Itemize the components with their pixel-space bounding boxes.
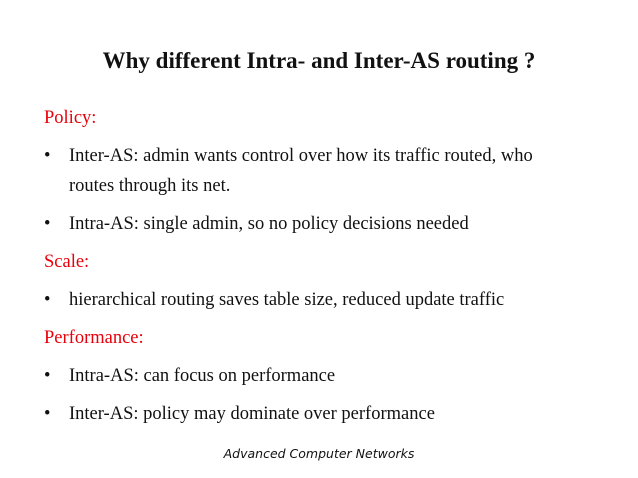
bullet-text: Inter-AS: policy may dominate over performance [69, 404, 435, 424]
slide-footer: Advanced Computer Networks [223, 446, 415, 461]
bullet-dot: • [44, 404, 51, 424]
bullet-item [44, 141, 624, 201]
bullet-item [44, 361, 624, 391]
bullet-text: Inter-AS: admin wants control over how its traffic routed, who routes through its net. [69, 146, 533, 196]
bullet-dot: • [44, 214, 51, 234]
bullet-dot: • [44, 366, 51, 386]
bullet-dot: • [44, 290, 51, 310]
bullet-text: hierarchical routing saves table size, reduced update traffic [69, 290, 505, 310]
bullet-item [44, 399, 624, 429]
slide-body [44, 103, 624, 437]
bullet-text: Intra-AS: single admin, so no policy decisions needed [69, 214, 469, 234]
slide-title: Why different Intra- and Inter-AS routing ? [102, 48, 536, 73]
bullet-item [44, 209, 624, 239]
bullet-item [44, 285, 624, 315]
bullet-dot: • [44, 146, 51, 166]
bullet-text: Intra-AS: can focus on performance [69, 366, 336, 386]
section-heading-performance: Performance: [44, 328, 144, 348]
section-heading-scale: Scale: [44, 252, 90, 272]
section-heading-policy: Policy: [44, 108, 97, 128]
